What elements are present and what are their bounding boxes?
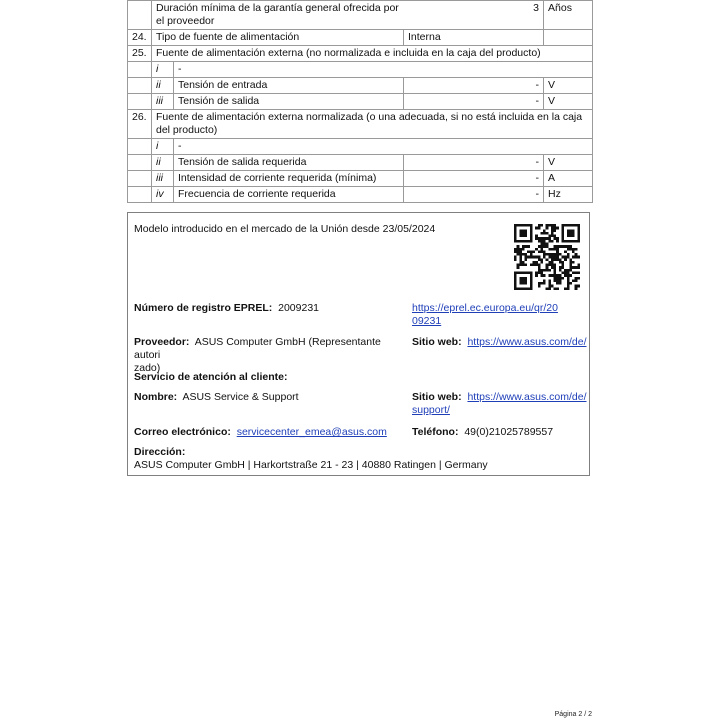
row-value: -	[404, 171, 544, 187]
table-row	[128, 110, 593, 139]
supplier-field	[134, 336, 404, 375]
eprel-link[interactable]: https://eprel.ec.europa.eu/qr/20 09231	[412, 302, 558, 327]
table-row	[128, 139, 593, 155]
row-label: Tipo de fuente de alimentación	[152, 30, 404, 46]
row-value: -	[404, 187, 544, 203]
table-row	[128, 187, 593, 203]
qr-code-icon[interactable]	[514, 224, 580, 290]
name-value: ASUS Service & Support	[182, 391, 299, 403]
email-label: Correo electrónico:	[134, 426, 231, 438]
supplier-value-line2: zado)	[134, 362, 161, 374]
eprel-registration	[134, 302, 319, 315]
row-label: Tensión de entrada	[174, 78, 404, 94]
row-label: Intensidad de corriente requerida (mínima)	[174, 171, 404, 187]
row-subnumber: iv	[152, 187, 174, 203]
row-number: 26.	[128, 110, 152, 139]
row-subnumber: iii	[152, 171, 174, 187]
table-row	[128, 30, 593, 46]
eprel-label: Número de registro EPREL:	[134, 302, 273, 314]
phone-label: Teléfono:	[412, 426, 459, 438]
page-number: Página 2 / 2	[554, 711, 592, 718]
row-value: -	[404, 78, 544, 94]
website-label: Sitio web:	[412, 336, 462, 348]
row-subnumber: ii	[152, 78, 174, 94]
row-subnumber: iii	[152, 94, 174, 110]
address-value: ASUS Computer GmbH | Harkortstraße 21 - 23 | 40880 Ratingen | Germany	[134, 459, 488, 471]
row-label: -	[174, 62, 593, 78]
spec-table	[127, 0, 593, 203]
row-label: Frecuencia de corriente requerida	[174, 187, 404, 203]
website-label: Sitio web:	[412, 391, 462, 403]
supplier-website	[412, 336, 587, 349]
eprel-value: 2009231	[278, 302, 320, 314]
supplier-value-line1: ASUS Computer GmbH (Representante autori	[134, 336, 381, 361]
row-unit: V	[544, 155, 593, 171]
row-unit: V	[544, 78, 593, 94]
service-name-field	[134, 391, 299, 404]
row-number: 24.	[128, 30, 152, 46]
website-link[interactable]: https://www.asus.com/de/	[467, 336, 587, 348]
row-unit: A	[544, 171, 593, 187]
table-row	[128, 94, 593, 110]
name-label: Nombre:	[134, 391, 178, 403]
support-link-line1[interactable]: https://www.asus.com/de/	[467, 391, 587, 403]
table-row	[128, 78, 593, 94]
row-unit: Hz	[544, 187, 593, 203]
email-link[interactable]: servicecenter_emea@asus.com	[236, 426, 387, 438]
row-label: Fuente de alimentación externa normalizada (o una adecuada, si no está incluida en la caja del producto)	[152, 110, 593, 139]
table-row	[128, 46, 593, 62]
table-row	[128, 62, 593, 78]
row-label: -	[174, 139, 593, 155]
row-number: 25.	[128, 46, 152, 62]
row-value: -	[404, 155, 544, 171]
phone-field	[412, 426, 553, 439]
service-website	[412, 391, 587, 417]
row-value: -	[404, 94, 544, 110]
row-unit: V	[544, 94, 593, 110]
phone-value: 49(0)21025789557	[464, 426, 554, 438]
row-value: 3	[533, 2, 540, 14]
supplier-info-panel	[127, 212, 590, 476]
table-row	[128, 171, 593, 187]
customer-service-heading: Servicio de atención al cliente:	[134, 371, 288, 383]
row-value: Interna	[404, 30, 544, 46]
row-subnumber: i	[152, 62, 174, 78]
row-label: Tensión de salida requerida	[174, 155, 404, 171]
row-label: Tensión de salida	[174, 94, 404, 110]
support-link-line2[interactable]: support/	[412, 404, 450, 416]
address-label: Dirección:	[134, 446, 186, 458]
row-label: Duración mínima de la garantía general ofrecida por el proveedor	[156, 2, 399, 27]
address-field	[134, 446, 488, 472]
row-subnumber: i	[152, 139, 174, 155]
row-unit: Años	[544, 1, 593, 30]
email-field	[134, 426, 387, 439]
row-label: Fuente de alimentación externa (no normalizada e incluida en la caja del producto)	[152, 46, 593, 62]
supplier-label: Proveedor:	[134, 336, 190, 348]
market-intro-text: Modelo introducido en el mercado de la Unión desde 23/05/2024	[134, 223, 436, 235]
table-row	[128, 1, 593, 30]
row-subnumber: ii	[152, 155, 174, 171]
table-row	[128, 155, 593, 171]
